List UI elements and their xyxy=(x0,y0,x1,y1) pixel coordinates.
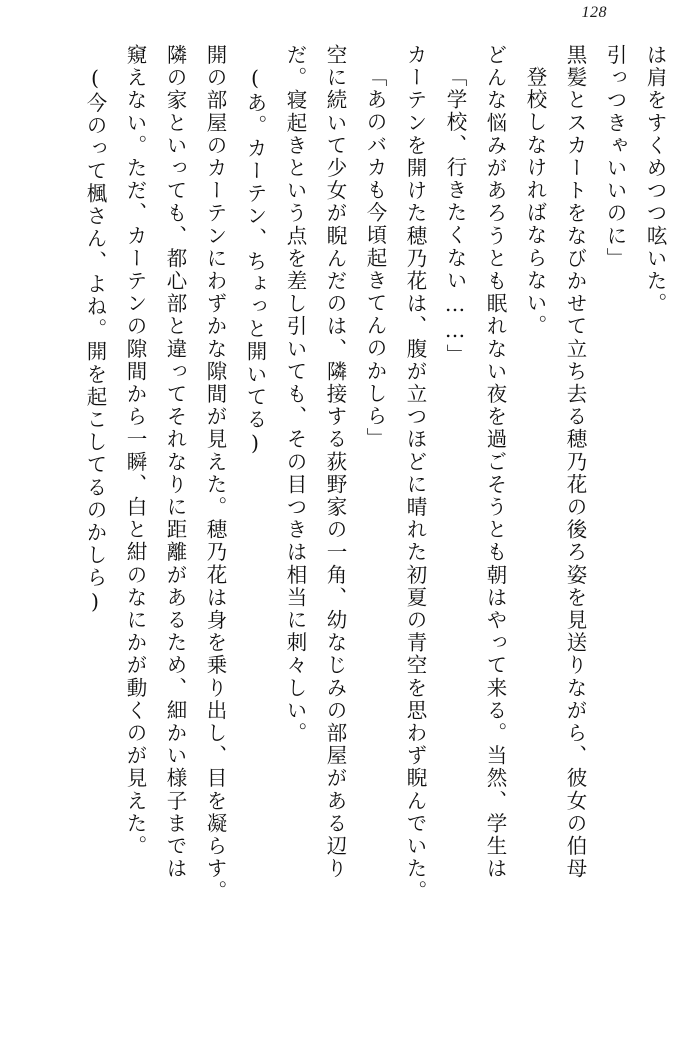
text-line: 窺えない。ただ、カーテンの隙間から一瞬、白と紺のなにかが動くのが見えた。 xyxy=(123,44,147,858)
text-line: 空に続いて少女が睨んだのは、隣接する荻野家の一角、幼なじみの部屋がある辺り xyxy=(323,44,347,881)
text-line: (今のって楓さん、よね。開を起こしてるのかしら) xyxy=(83,66,107,616)
text-line: は肩をすくめつつ呟いた。 xyxy=(643,44,667,316)
text-line: (あ。カーテン、ちょっと開いてる) xyxy=(243,66,267,458)
text-line: だ。寝起きという点を差し引いても、その目つきは相当に刺々しい。 xyxy=(283,44,307,745)
text-line: カーテンを開けた穂乃花は、腹が立つほどに晴れた初夏の青空を思わず睨んでいた。 xyxy=(403,44,427,903)
text-line: 隣の家といっても、都心部と違ってそれなりに距離があるため、細かい様子までは xyxy=(163,44,187,881)
text-line: 「学校、行きたくない……」 xyxy=(443,66,467,367)
vertical-text-body xyxy=(28,44,665,1004)
text-line: 「あのバカも今頃起きてんのかしら」 xyxy=(363,66,387,451)
text-line: どんな悩みがあろうとも眠れない夜を過ごそうとも朝はやって来る。当然、学生は xyxy=(483,44,507,881)
text-line: 黒髪とスカートをなびかせて立ち去る穂乃花の後ろ姿を見送りながら、彼女の伯母 xyxy=(563,44,587,881)
text-line: 登校しなければならない。 xyxy=(523,66,547,338)
text-line: 引っつきゃいいのに」 xyxy=(603,44,627,270)
page-number: 128 xyxy=(581,4,607,21)
text-line: 開の部屋のカーテンにわずかな隙間が見えた。穂乃花は身を乗り出し、目を凝らす。 xyxy=(203,44,227,903)
